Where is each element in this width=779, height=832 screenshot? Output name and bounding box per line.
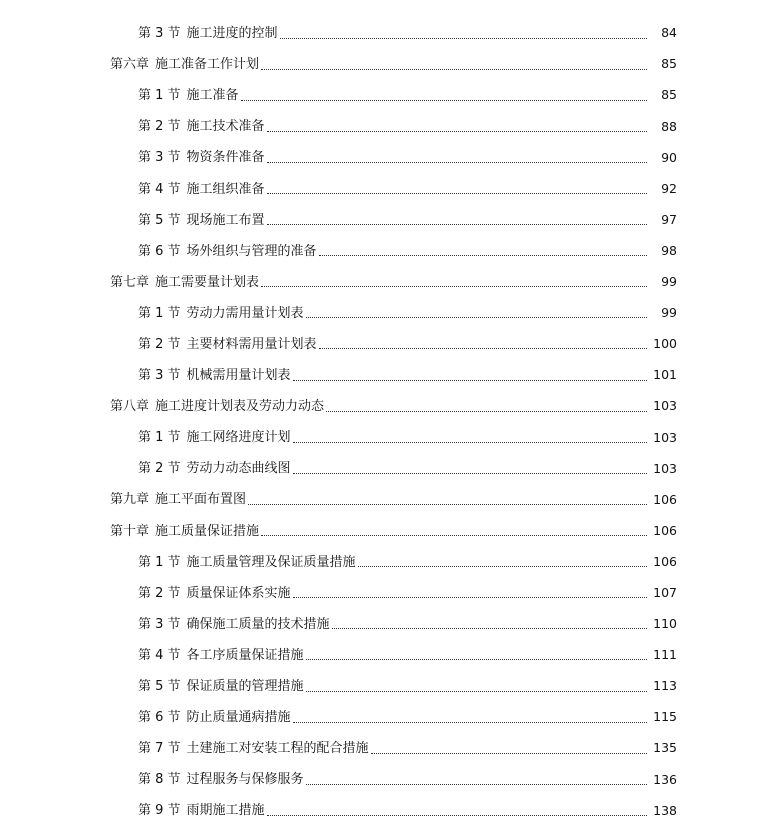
toc-section-row[interactable] bbox=[0, 111, 779, 142]
toc-page-number: 101 bbox=[653, 367, 677, 383]
toc-chapter-row[interactable] bbox=[0, 391, 779, 422]
dot-leader bbox=[371, 752, 647, 754]
toc-entry-text: 土建施工对安装工程的配合措施 bbox=[186, 741, 369, 757]
toc-section-row[interactable] bbox=[0, 80, 779, 111]
toc-page-number: 85 bbox=[661, 56, 677, 72]
toc-section-row[interactable] bbox=[0, 298, 779, 329]
toc-entry-title bbox=[138, 742, 369, 755]
dot-leader bbox=[293, 379, 647, 381]
toc-entry-title bbox=[138, 307, 304, 320]
toc-entry-title bbox=[138, 120, 265, 133]
toc-entry-text: 主要材料需用量计划表 bbox=[186, 336, 317, 352]
toc-page-number: 97 bbox=[661, 211, 677, 227]
toc-page-number: 107 bbox=[653, 584, 677, 600]
toc-entry-text: 现场施工布置 bbox=[186, 212, 265, 228]
dot-leader bbox=[267, 130, 647, 132]
dot-leader bbox=[280, 37, 647, 39]
toc-entry-text: 施工质量管理及保证质量措施 bbox=[186, 554, 356, 570]
toc-page-number: 88 bbox=[661, 118, 677, 134]
toc-entry-label: 第 8 节 bbox=[138, 772, 181, 788]
toc-section-row[interactable] bbox=[0, 453, 779, 484]
toc-entry-label: 第十章 bbox=[110, 523, 150, 539]
toc-page-number: 99 bbox=[661, 305, 677, 321]
toc-page-number: 90 bbox=[661, 149, 677, 165]
toc-entry-text: 物资条件准备 bbox=[186, 150, 265, 166]
toc-entry-title bbox=[110, 525, 259, 538]
toc-entry-title bbox=[138, 151, 265, 164]
toc-entry-label: 第 2 节 bbox=[138, 585, 181, 601]
toc-entry-label: 第 3 节 bbox=[138, 368, 181, 384]
toc-entry-label: 第 7 节 bbox=[138, 741, 181, 757]
toc-entry-title bbox=[138, 587, 291, 600]
dot-leader bbox=[306, 316, 647, 318]
dot-leader bbox=[267, 223, 647, 225]
toc-page-number: 103 bbox=[653, 429, 677, 445]
toc-entry-text: 场外组织与管理的准备 bbox=[186, 243, 317, 259]
toc-entry-title bbox=[110, 400, 324, 413]
toc-entry-title bbox=[138, 462, 291, 475]
toc-entry-label: 第九章 bbox=[110, 492, 150, 508]
table-of-contents bbox=[0, 18, 779, 826]
dot-leader bbox=[306, 783, 647, 785]
dot-leader bbox=[293, 472, 647, 474]
toc-section-row[interactable] bbox=[0, 18, 779, 49]
toc-entry-title bbox=[138, 431, 291, 444]
dot-leader bbox=[326, 410, 647, 412]
toc-section-row[interactable] bbox=[0, 702, 779, 733]
dot-leader bbox=[306, 658, 647, 660]
toc-page-number: 99 bbox=[661, 274, 677, 290]
toc-page-number: 85 bbox=[661, 87, 677, 103]
toc-entry-text: 保证质量的管理措施 bbox=[186, 679, 304, 695]
toc-page-number: 103 bbox=[653, 460, 677, 476]
toc-entry-label: 第七章 bbox=[110, 274, 150, 290]
toc-entry-title bbox=[138, 680, 304, 693]
toc-entry-title bbox=[138, 183, 265, 196]
dot-leader bbox=[332, 627, 647, 629]
toc-section-row[interactable] bbox=[0, 671, 779, 702]
toc-entry-title bbox=[138, 649, 304, 662]
toc-page-number: 103 bbox=[653, 398, 677, 414]
toc-entry-text: 施工准备工作计划 bbox=[155, 57, 260, 73]
dot-leader bbox=[267, 814, 647, 816]
toc-entry-label: 第八章 bbox=[110, 399, 150, 415]
toc-entry-label: 第 4 节 bbox=[138, 181, 181, 197]
toc-entry-title bbox=[138, 214, 265, 227]
toc-section-row[interactable] bbox=[0, 205, 779, 236]
toc-section-row[interactable] bbox=[0, 547, 779, 578]
dot-leader bbox=[267, 192, 647, 194]
toc-entry-title bbox=[110, 276, 259, 289]
toc-section-row[interactable] bbox=[0, 609, 779, 640]
toc-entry-text: 施工组织准备 bbox=[186, 181, 265, 197]
toc-entry-label: 第 1 节 bbox=[138, 305, 181, 321]
toc-section-row[interactable] bbox=[0, 578, 779, 609]
toc-chapter-row[interactable] bbox=[0, 49, 779, 80]
toc-entry-title bbox=[138, 804, 265, 817]
toc-entry-text: 质量保证体系实施 bbox=[186, 585, 291, 601]
toc-section-row[interactable] bbox=[0, 422, 779, 453]
toc-section-row[interactable] bbox=[0, 795, 779, 826]
toc-chapter-row[interactable] bbox=[0, 516, 779, 547]
toc-page-number: 92 bbox=[661, 180, 677, 196]
toc-entry-label: 第 3 节 bbox=[138, 616, 181, 632]
toc-entry-label: 第 2 节 bbox=[138, 336, 181, 352]
toc-entry-label: 第 3 节 bbox=[138, 26, 181, 42]
dot-leader bbox=[261, 534, 647, 536]
toc-entry-title bbox=[138, 338, 317, 351]
toc-entry-text: 雨期施工措施 bbox=[186, 803, 265, 819]
toc-entry-text: 施工进度计划表及劳动力动态 bbox=[155, 399, 325, 415]
toc-entry-text: 机械需用量计划表 bbox=[186, 368, 291, 384]
toc-entry-text: 劳动力需用量计划表 bbox=[186, 305, 304, 321]
toc-entry-title bbox=[138, 711, 291, 724]
toc-entry-label: 第 5 节 bbox=[138, 212, 181, 228]
toc-entry-title bbox=[138, 773, 304, 786]
toc-page-number: 98 bbox=[661, 242, 677, 258]
toc-entry-label: 第 1 节 bbox=[138, 554, 181, 570]
toc-page-number: 138 bbox=[653, 802, 677, 818]
toc-entry-label: 第 3 节 bbox=[138, 150, 181, 166]
toc-page-number: 113 bbox=[653, 678, 677, 694]
toc-entry-text: 施工需要量计划表 bbox=[155, 274, 260, 290]
toc-entry-text: 施工网络进度计划 bbox=[186, 430, 291, 446]
toc-page-number: 110 bbox=[653, 616, 677, 632]
toc-entry-title bbox=[138, 27, 278, 40]
dot-leader bbox=[241, 99, 647, 101]
toc-entry-label: 第 4 节 bbox=[138, 647, 181, 663]
toc-entry-text: 施工技术准备 bbox=[186, 119, 265, 135]
toc-page-number: 100 bbox=[653, 336, 677, 352]
toc-entry-label: 第 2 节 bbox=[138, 119, 181, 135]
toc-entry-title bbox=[138, 556, 356, 569]
dot-leader bbox=[293, 721, 647, 723]
toc-entry-text: 施工平面布置图 bbox=[155, 492, 247, 508]
toc-entry-text: 各工序质量保证措施 bbox=[186, 647, 304, 663]
dot-leader bbox=[319, 347, 647, 349]
toc-entry-label: 第 5 节 bbox=[138, 679, 181, 695]
dot-leader bbox=[261, 285, 647, 287]
dot-leader bbox=[267, 161, 647, 163]
toc-page-number: 84 bbox=[661, 25, 677, 41]
toc-entry-text: 防止质量通病措施 bbox=[186, 710, 291, 726]
dot-leader bbox=[358, 565, 647, 567]
toc-page-number: 136 bbox=[653, 771, 677, 787]
toc-section-row[interactable] bbox=[0, 236, 779, 267]
toc-page-number: 135 bbox=[653, 740, 677, 756]
toc-section-row[interactable] bbox=[0, 733, 779, 764]
toc-entry-title bbox=[138, 89, 239, 102]
toc-entry-text: 施工质量保证措施 bbox=[155, 523, 260, 539]
toc-chapter-row[interactable] bbox=[0, 267, 779, 298]
dot-leader bbox=[319, 254, 647, 256]
toc-entry-label: 第 2 节 bbox=[138, 461, 181, 477]
toc-entry-title bbox=[110, 58, 259, 71]
toc-entry-label: 第 1 节 bbox=[138, 88, 181, 104]
toc-entry-text: 过程服务与保修服务 bbox=[186, 772, 304, 788]
toc-entry-label: 第 9 节 bbox=[138, 803, 181, 819]
dot-leader bbox=[306, 690, 647, 692]
toc-section-row[interactable] bbox=[0, 142, 779, 173]
toc-entry-text: 施工准备 bbox=[186, 88, 239, 104]
dot-leader bbox=[293, 596, 647, 598]
toc-section-row[interactable] bbox=[0, 329, 779, 360]
toc-entry-text: 劳动力动态曲线图 bbox=[186, 461, 291, 477]
toc-section-row[interactable] bbox=[0, 173, 779, 204]
toc-entry-title bbox=[138, 369, 291, 382]
toc-entry-text: 确保施工质量的技术措施 bbox=[186, 616, 330, 632]
toc-entry-title bbox=[110, 493, 246, 506]
toc-entry-label: 第六章 bbox=[110, 57, 150, 73]
toc-entry-text: 施工进度的控制 bbox=[186, 26, 278, 42]
toc-page-number: 106 bbox=[653, 553, 677, 569]
toc-section-row[interactable] bbox=[0, 360, 779, 391]
toc-chapter-row[interactable] bbox=[0, 484, 779, 515]
toc-page-number: 115 bbox=[653, 709, 677, 725]
dot-leader bbox=[248, 503, 647, 505]
toc-page-number: 111 bbox=[653, 647, 677, 663]
toc-entry-label: 第 6 节 bbox=[138, 710, 181, 726]
dot-leader bbox=[261, 68, 647, 70]
toc-entry-label: 第 1 节 bbox=[138, 430, 181, 446]
toc-page-number: 106 bbox=[653, 491, 677, 507]
toc-entry-title bbox=[138, 245, 317, 258]
dot-leader bbox=[293, 441, 647, 443]
toc-section-row[interactable] bbox=[0, 764, 779, 795]
toc-page-number: 106 bbox=[653, 522, 677, 538]
toc-entry-label: 第 6 节 bbox=[138, 243, 181, 259]
toc-section-row[interactable] bbox=[0, 640, 779, 671]
toc-entry-title bbox=[138, 618, 330, 631]
